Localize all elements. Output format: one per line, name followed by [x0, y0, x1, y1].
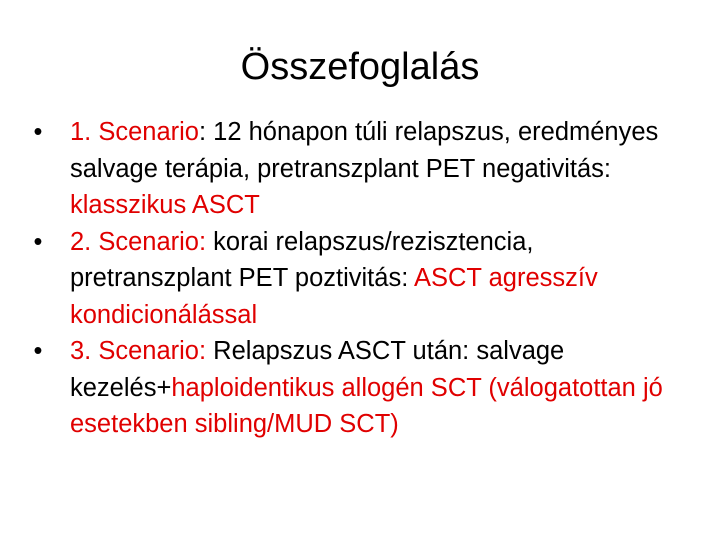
bullet-item-scenario-3 [0, 333, 720, 443]
bullet-item-scenario-1 [0, 114, 720, 224]
slide-title: Összefoglalás [240, 46, 480, 88]
bullet-item-scenario-2 [0, 224, 720, 334]
bullet-dot-icon: • [33, 337, 43, 365]
scenario-label: 1. Scenario [70, 118, 199, 146]
scenario-recommendation: ASCT agresszív kondicionálással [70, 264, 598, 329]
bullet-list [0, 114, 720, 443]
scenario-recommendation: klasszikus ASCT [70, 191, 260, 219]
scenario-description: Relapszus ASCT után: salvage kezelés+ [70, 337, 565, 402]
bullet-dot-icon: • [33, 227, 43, 256]
scenario-label: 3. Scenario: [70, 337, 207, 365]
bullet-dot-icon: • [33, 118, 43, 146]
scenario-label: 2. Scenario: [70, 227, 207, 256]
scenario-description: korai relapszus/rezisztencia, pretranszplant PET poztivitás: [70, 227, 534, 292]
scenario-recommendation: haploidentikus allogén SCT (válogatottan jó esetekben sibling/MUD SCT) [70, 373, 663, 438]
scenario-description: : 12 hónapon túli relapszus, eredményes salvage terápia, pretranszplant PET negativitás: [70, 118, 659, 183]
